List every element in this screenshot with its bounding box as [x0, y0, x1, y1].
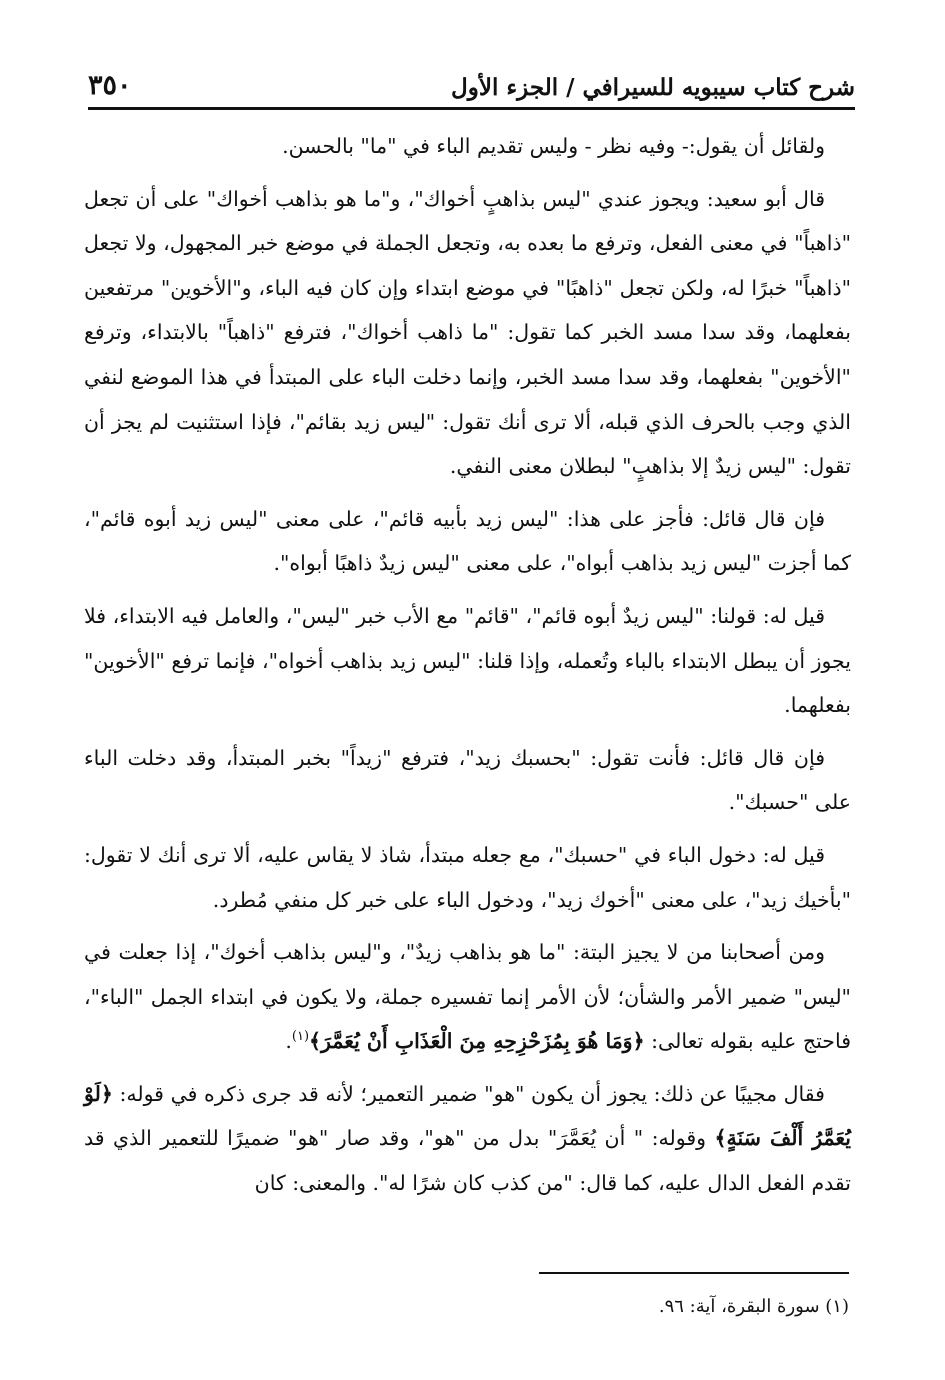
paragraph-end: . — [285, 1029, 292, 1054]
paragraph-text: ولقائل أن يقول:- وفيه نظر - وليس تقديم الباء في "ما" بالحسن. — [282, 134, 825, 158]
paragraph-text: قيل له: قولنا: "ليس زيدٌ أبوه قائم"، "قائم" مع الأب خبر "ليس"، والعامل فيه الابتداء، فلا يجوز أن يبطل الابتداء بالباء وتُعمله، وإذا قلنا: "ليس زيد بذاهب أخواه"، فإنما ترفع "الأخوين" بفعلهما. — [84, 603, 851, 718]
paragraph-text: قيل له: دخول الباء في "حسبك"، مع جعله مبتدأ، شاذ لا يقاس عليه، ألا ترى أنك لا تقول: "بأخيك زيد"، على معنى "أخوك زيد"، ودخول الباء على خبر كل منفي مُطرد. — [84, 842, 851, 912]
page-body — [84, 124, 851, 1214]
running-title: شرح كتاب سيبويه للسيرافي / الجزء الأول — [451, 74, 855, 101]
paragraph — [84, 177, 851, 489]
quran-verse: ﴿وَمَا هُوَ بِمُزَحْزِحِهِ مِنَ الْعَذَابِ أَنْ يُعَمَّرَ﴾ — [309, 1029, 645, 1054]
paragraph-text: فإن قال قائل: فأنت تقول: "بحسبك زيد"، فترفع "زيداً" بخبر المبتدأ، وقد دخلت الباء على "حسبك". — [84, 745, 851, 815]
paragraph-text: فإن قال قائل: فأجز على هذا: "ليس زيد بأبيه قائم"، على معنى "ليس زيد أبوه قائم"، كما أجزت "ليس زيد بذاهب أبواه"، على معنى "ليس زيدٌ ذاهبًا أبواه". — [84, 506, 851, 576]
paragraph — [84, 124, 851, 169]
footnote: (١) سورة البقرة، آية: ٩٦. — [658, 1296, 849, 1317]
paragraph — [84, 497, 851, 586]
paragraph — [84, 1072, 851, 1206]
page-header — [88, 58, 855, 110]
paragraph — [84, 594, 851, 728]
paragraph-end: وقوله: " أن يُعَمَّرَ" بدل من "هو"، وقد صار "هو" ضميرًا للتعمير الذي قد تقدم الفعل الدال عليه، كما قال: "من كذب كان شرًا له". والمعنى: كان — [84, 1126, 851, 1196]
paragraph-text: ومن أصحابنا من لا يجيز البتة: "ما هو بذاهب زيدٌ"، و"ليس بذاهب أخوك"، إذا جعلت في "ليس" ضمير الأمر والشأن؛ لأن الأمر إنما تفسيره جملة، ولا يكون في ابتداء الجمل "الباء"، فاحتج عليه بقوله تعالى: — [84, 940, 851, 1054]
page-number: ٣٥٠ — [88, 70, 132, 101]
paragraph-text: قال أبو سعيد: ويجوز عندي "ليس بذاهبٍ أخواك"، و"ما هو بذاهب أخواك" على أن تجعل "ذاهباً" في معنى الفعل، وترفع ما بعده به، وتجعل الجملة في موضع خبر المجهول، ولا تجعل "ذاهباً" خبرًا له، ولكن تجعل "ذاهبًا" في موضع ابتداء وإن كان فيه الباء، و"الأخوين" مرتفعين بفعلهما، وقد سدا مسد الخبر كما تقول: "ما ذاهب أخواك"، فترفع "ذاهباً" بالابتداء، وترفع "الأخوين" بفعلهما، وقد سدا مسد الخبر، وإنما دخلت الباء على المبتدأ في هذا الموضع لنفي الذي وجب بالحرف الذي قبله، ألا ترى أنك تقول: "ليس زيد بقائم"، فإذا استثنيت لم يجز أن تقول: "ليس زيدٌ إلا بذاهبٍ" لبطلان معنى النفي. — [84, 186, 851, 479]
paragraph — [84, 833, 851, 922]
quran-verse: ﴿لَوْ يُعَمَّرُ أَلْفَ سَنَةٍ﴾ — [84, 1081, 851, 1151]
paragraph-text: فقال مجيبًا عن ذلك: يجوز أن يكون "هو" ضمير التعمير؛ لأنه قد جرى ذكره في قوله: — [119, 1081, 825, 1106]
footnote-reference[interactable]: (١) — [291, 1029, 310, 1045]
footnote-divider — [539, 1272, 849, 1274]
paragraph — [84, 930, 851, 1064]
paragraph — [84, 736, 851, 825]
